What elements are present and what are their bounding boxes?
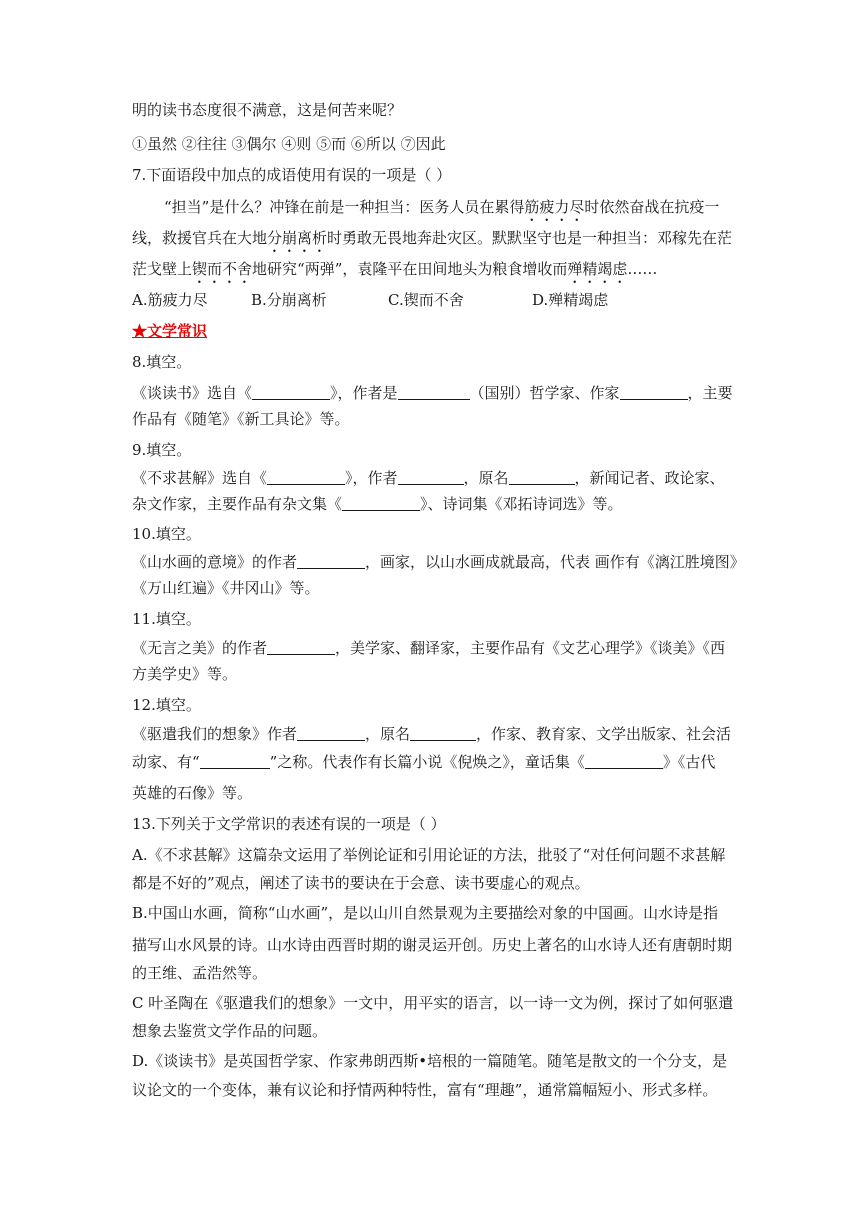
option-a: A.筋疲力尽 bbox=[132, 291, 208, 309]
q9-line-1 bbox=[132, 468, 725, 488]
blank bbox=[585, 753, 663, 769]
option-b-line-1: B.中国山水画，简称“山水画”，是以山川自然景观为主要描绘对象的中国画。山水诗是指 bbox=[132, 904, 719, 922]
option-d-line-2: 议论文的一个变体，兼有议论和抒情两种特性，富有“理趣”，通常篇幅短小、形式多样。 bbox=[132, 1081, 718, 1099]
q10-line-2: 《万山红遍》《井冈山》等。 bbox=[132, 579, 320, 597]
text-line: 明的读书态度很不满意，这是何苦来呢？ bbox=[132, 101, 403, 119]
blank bbox=[620, 384, 688, 400]
blank bbox=[252, 384, 330, 400]
dotted-idiom: 锲而不舍 bbox=[192, 260, 253, 278]
passage-line-2 bbox=[132, 228, 732, 256]
blank bbox=[398, 469, 464, 485]
option-c-line-2: 想象去鉴赏文学作品的问题。 bbox=[132, 1022, 328, 1040]
question-7: 7.下面语段中加点的成语使用有误的一项是（ ） bbox=[132, 166, 452, 184]
section-heading: ★文学常识 bbox=[132, 322, 208, 340]
word-options: ①虽然 ②往往 ③偶尔 ④则 ⑤而 ⑥所以 ⑦因此 bbox=[132, 135, 446, 153]
question-9: 9.填空。 bbox=[132, 441, 192, 459]
option-b: B.分崩离析 bbox=[251, 291, 327, 309]
blank bbox=[267, 469, 345, 485]
q8-line-1 bbox=[132, 383, 733, 403]
text-span: 》，作者是 bbox=[330, 384, 398, 402]
q11-line-2: 方美学史》等。 bbox=[132, 665, 238, 683]
question-10: 10.填空。 bbox=[132, 525, 201, 543]
q12-line-3: 英雄的石像》等。 bbox=[132, 784, 253, 802]
text-span: 》、诗词集《邓拓诗词选》等。 bbox=[420, 495, 623, 513]
dotted-idiom: 筋疲力尽 bbox=[524, 198, 585, 216]
blank bbox=[410, 725, 476, 741]
option-a-line-1: A.《不求甚解》这篇杂文运用了举例论证和引用论证的方法，批驳了“对任何问题不求甚解 bbox=[132, 846, 726, 864]
text-span: ，画家，以山水画成就最高，代表 画作有《漓江胜境图》 bbox=[365, 553, 745, 571]
blank bbox=[267, 639, 335, 655]
option-c: C.锲而不舍 bbox=[388, 291, 464, 309]
option-a-line-2: 都是不好的”观点，阐述了读书的要诀在于会意、读书要虚心的观点。 bbox=[132, 874, 590, 892]
q12-line-1 bbox=[132, 724, 731, 744]
text-span: 《山水画的意境》的作者 bbox=[132, 553, 298, 571]
option-b-line-2: 描写山水风景的诗。山水诗由西晋时期的谢灵运开创。历史上著名的山水诗人还有唐朝时期 bbox=[132, 936, 733, 954]
q12-line-2 bbox=[132, 752, 715, 772]
q7-options bbox=[132, 290, 732, 310]
q11-line-1 bbox=[132, 638, 725, 658]
text-span: ，原名 bbox=[365, 725, 411, 743]
text-span: ，新闻记者、政论家、 bbox=[574, 469, 725, 487]
text-span: 》《古代 bbox=[662, 753, 716, 771]
text-span: 《驱遣我们的想象》作者 bbox=[132, 725, 298, 743]
option-d-line-1: D.《谈读书》是英国哲学家、作家弗朗西斯•培根的一篇随笔。随笔是散文的一个分支，是 bbox=[132, 1052, 728, 1070]
blank bbox=[398, 384, 470, 400]
dotted-idiom: 殚精竭虑 bbox=[567, 260, 628, 278]
text-span: 》，作者 bbox=[345, 469, 398, 487]
question-11: 11.填空。 bbox=[132, 610, 201, 628]
option-d: D.殚精竭虑 bbox=[532, 291, 609, 309]
question-8: 8.填空。 bbox=[132, 353, 192, 371]
text-span: 《谈读书》选自《 bbox=[132, 384, 253, 402]
passage-line-3 bbox=[132, 259, 657, 287]
text-span: …… bbox=[627, 260, 658, 278]
blank bbox=[297, 553, 365, 569]
option-b-line-3: 的王维、孟浩然等。 bbox=[132, 964, 268, 982]
text-span: 动家、有“ bbox=[132, 753, 200, 771]
text-span: 时依然奋战在抗疫一 bbox=[584, 198, 720, 216]
text-span: ”之称。代表作有长篇小说《倪焕之》，童话集《 bbox=[269, 753, 585, 771]
text-span: ，美学家、翻译家，主要作品有《文艺心理学》《谈美》《西 bbox=[335, 639, 726, 657]
blank bbox=[342, 495, 420, 511]
blank bbox=[297, 725, 365, 741]
question-12: 12.填空。 bbox=[132, 696, 201, 714]
q10-line-1 bbox=[132, 552, 745, 572]
dotted-idiom: 分崩离析 bbox=[267, 229, 328, 247]
text-span: 时勇敢无畏地奔赴灾区。默默坚守也是一种担当：邓稼先在茫 bbox=[327, 229, 733, 247]
text-span: ，原名 bbox=[463, 469, 509, 487]
blank bbox=[509, 469, 575, 485]
text-span: 线，救援官兵在大地 bbox=[132, 229, 268, 247]
text-span: “担当”是什么？冲锋在前是一种担当：医务人员在累得 bbox=[164, 198, 525, 216]
option-c-line-1: C 叶圣陶在《驱遣我们的想象》一文中，用平实的语言，以一诗一文为例，探讨了如何驱遣 bbox=[132, 994, 734, 1012]
text-span: 杂文作家，主要作品有杂文集《 bbox=[132, 495, 343, 513]
q8-line-2: 作品有《随笔》《新工具论》等。 bbox=[132, 410, 350, 428]
text-span: 《不求甚解》选自《 bbox=[132, 469, 268, 487]
text-span: ，作家、教育家、文学出版家、社会活 bbox=[476, 725, 732, 743]
text-span: （国别）哲学家、作家 bbox=[469, 384, 620, 402]
text-span: 茫戈壁上 bbox=[132, 260, 193, 278]
text-span: ，主要 bbox=[687, 384, 733, 402]
blank bbox=[200, 753, 270, 769]
text-span: 《无言之美》的作者 bbox=[132, 639, 268, 657]
q9-line-2 bbox=[132, 494, 623, 514]
question-13: 13.下列关于文学常识的表述有误的一项是（ ） bbox=[132, 815, 446, 833]
text-span: 地研究“两弹”，袁隆平在田间地头为粮食增收而 bbox=[252, 260, 568, 278]
passage-line-1 bbox=[164, 197, 719, 225]
